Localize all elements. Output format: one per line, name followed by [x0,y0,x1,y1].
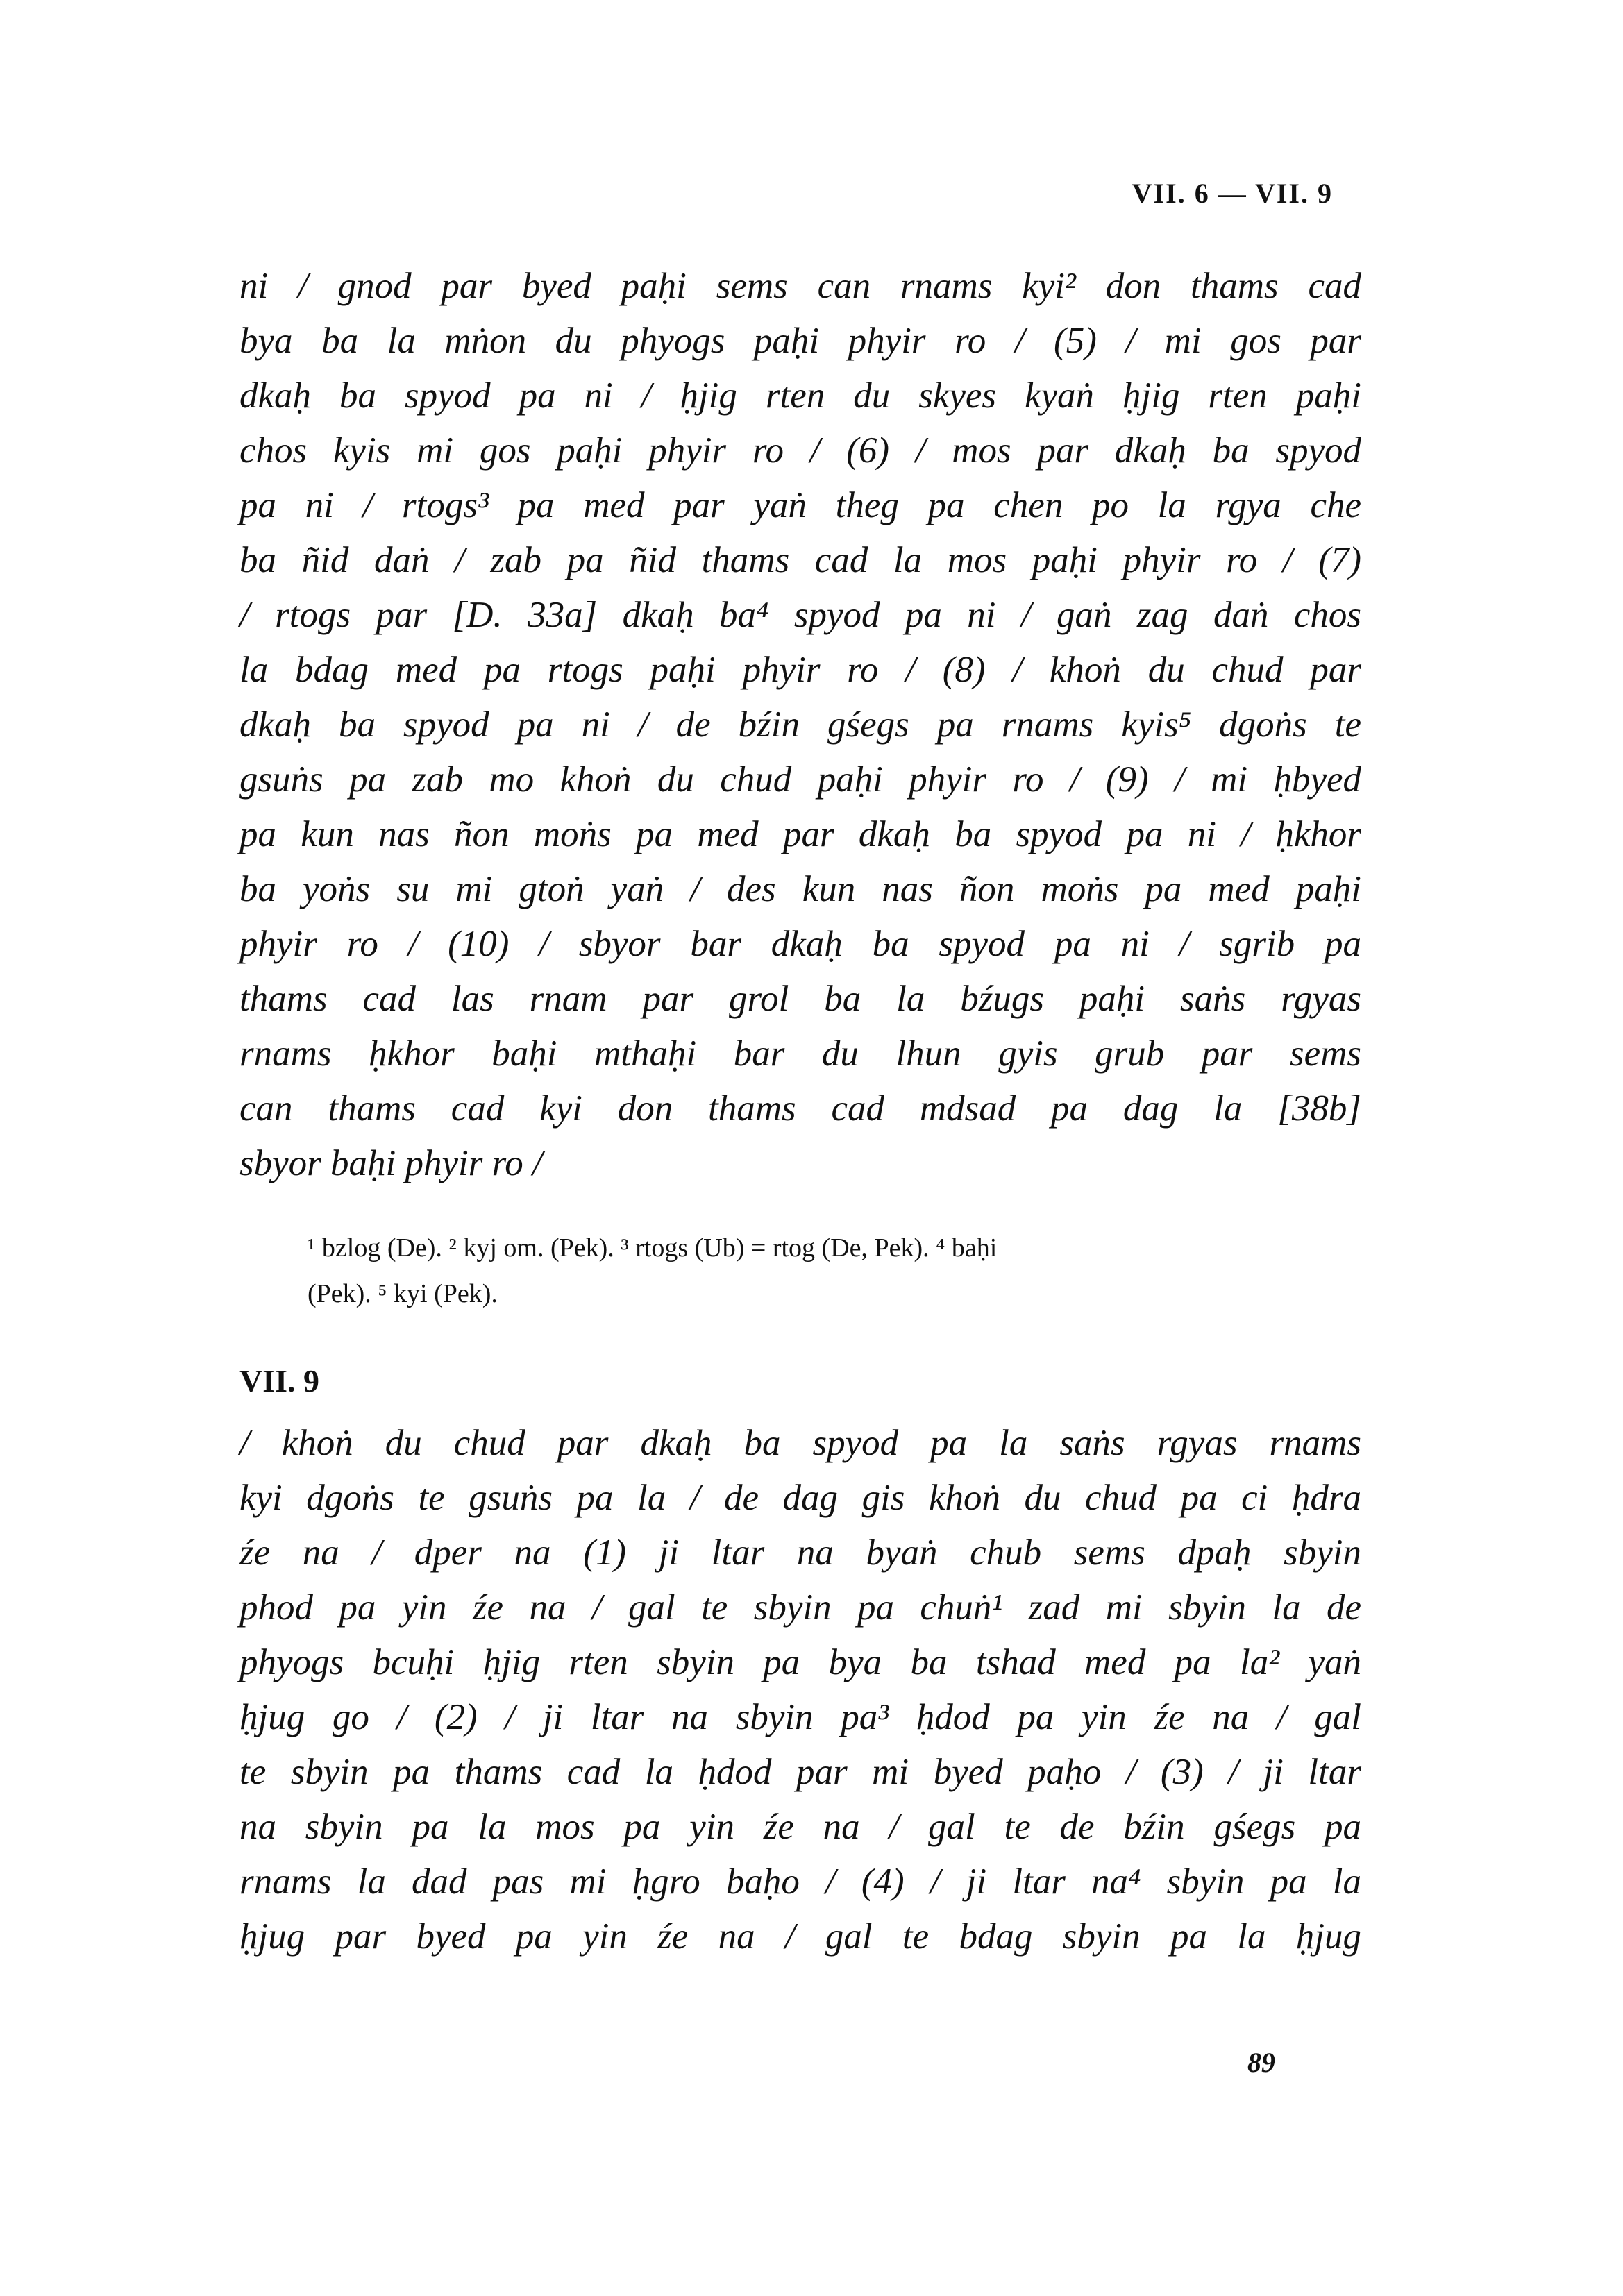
text-line: kyi dgoṅs te gsuṅs pa la / de dag gis khoṅ du chud pa ci ḥdra [239,1478,1361,1518]
text-line: ḥjug go / (2) / ji ltar na sbyin pa³ ḥdod pa yin źe na / gal [239,1697,1361,1737]
text-line: te sbyin pa thams cad la ḥdod par mi byed paḥo / (3) / ji ltar [239,1752,1361,1792]
text-line: la bdag med pa rtogs paḥi phyir ro / (8) / khoṅ du chud par [239,650,1361,690]
text-line: na sbyin pa la mos pa yin źe na / gal te de bźin gśegs pa [239,1807,1361,1847]
text-line: thams cad las rnam par grol ba la bźugs paḥi saṅs rgyas [239,979,1361,1019]
text-line: phyir ro / (10) / sbyor bar dkaḥ ba spyod pa ni / sgrib pa [239,924,1361,964]
text-line: rnams ḥkhor baḥi mthaḥi bar du lhun gyis grub par sems [239,1033,1361,1074]
text-line: ba yoṅs su mi gtoṅ yaṅ / des kun nas ñon moṅs pa med paḥi [239,869,1361,909]
text-line: ba ñid daṅ / zab pa ñid thams cad la mos paḥi phyir ro / (7) [239,540,1361,580]
text-line: gsuṅs pa zab mo khoṅ du chud paḥi phyir ro / (9) / mi ḥbyed [239,759,1361,800]
text-line: chos kyis mi gos paḥi phyir ro / (6) / mos par dkaḥ ba spyod [239,430,1361,471]
paragraph-1 [239,259,1361,1191]
running-header: VII. 6 — VII. 9 [1132,178,1333,209]
text-line: bya ba la mṅon du phyogs paḥi phyir ro / (5) / mi gos par [239,321,1361,361]
text-line: dkaḥ ba spyod pa ni / de bźin gśegs pa rnams kyis⁵ dgoṅs te [239,704,1361,745]
page-number: 89 [1247,2047,1275,2078]
text-line: dkaḥ ba spyod pa ni / ḥjig rten du skyes kyaṅ ḥjig rten paḥi [239,375,1361,416]
text-line: pa ni / rtogs³ pa med par yaṅ theg pa chen po la rgya che [239,485,1361,525]
footnote-line: ¹ bzlog (De). ² kyj om. (Pek). ³ rtogs (Ub) = rtog (De, Pek). ⁴ baḥi [308,1233,998,1263]
text-line: / rtogs par [D. 33a] dkaḥ ba⁴ spyod pa ni / gaṅ zag daṅ chos [239,595,1361,635]
paragraph-2 [239,1416,1361,1964]
text-line: sbyor baḥi phyir ro / [239,1143,543,1183]
text-line: pa kun nas ñon moṅs pa med par dkaḥ ba spyod pa ni / ḥkhor [239,814,1361,854]
text-line: phyogs bcuḥi ḥjig rten sbyin pa bya ba tshad med pa la² yaṅ [239,1642,1361,1682]
footnotes [308,1225,1328,1317]
text-line: ḥjug par byed pa yin źe na / gal te bdag sbyin pa la ḥjug [239,1916,1361,1957]
text-line: phod pa yin źe na / gal te sbyin pa chuṅ¹ zad mi sbyin la de [239,1587,1361,1628]
text-line: can thams cad kyi don thams cad mdsad pa dag la [38b] [239,1088,1361,1129]
text-line: / khoṅ du chud par dkaḥ ba spyod pa la saṅs rgyas rnams [239,1423,1361,1463]
text-line: rnams la dad pas mi ḥgro baḥo / (4) / ji ltar na⁴ sbyin pa la [239,1862,1361,1902]
text-line: źe na / dper na (1) ji ltar na byaṅ chub sems dpaḥ sbyin [239,1533,1361,1573]
section-heading: VII. 9 [239,1363,320,1399]
text-line: ni / gnod par byed paḥi sems can rnams kyi² don thams cad [239,266,1361,306]
footnote-line: (Pek). ⁵ kyi (Pek). [308,1279,498,1308]
